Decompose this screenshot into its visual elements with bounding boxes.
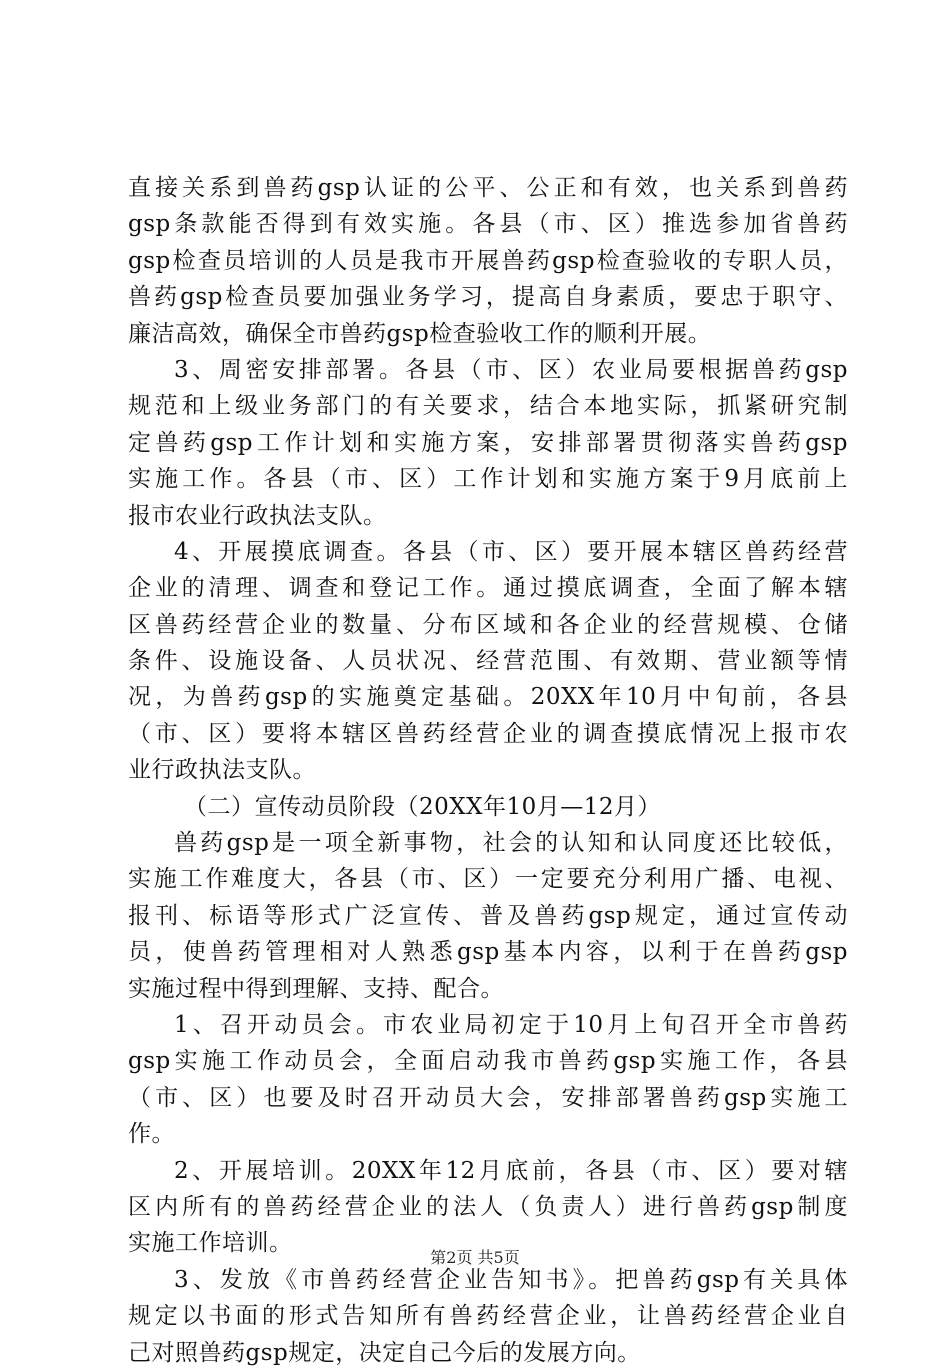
text-line: 兽药gsp检查员要加强业务学习，提高自身素质，要忠于职守、 [128,284,848,311]
document-body [128,170,848,1371]
text-line: 廉洁高效，确保全市兽药gsp检查验收工作的顺利开展。 [128,320,712,347]
section-heading: （二）宣传动员阶段（20XX年10月—12月） [184,793,662,820]
text-line: 3、周密安排部署。各县（市、区）农业局要根据兽药gsp [174,356,848,383]
text-line: gsp检查员培训的人员是我市开展兽药gsp检查验收的专职人员， [128,247,848,274]
text-line: 3、发放《市兽药经营企业告知书》。把兽药gsp有关具体 [174,1266,848,1293]
text-line: 区内所有的兽药经营企业的法人（负责人）进行兽药gsp制度 [128,1193,848,1220]
text-line: 员，使兽药管理相对人熟悉gsp基本内容，以利于在兽药gsp [128,939,848,966]
text-line: 直接关系到兽药gsp认证的公平、公正和有效，也关系到兽药 [128,175,848,201]
text-line: 实施过程中得到理解、支持、配合。 [128,975,504,1002]
text-line: 实施工作培训。 [128,1230,293,1257]
text-line: 规定以书面的形式告知所有兽药经营企业，让兽药经营企业自 [128,1303,848,1330]
text-line: gsp条款能否得到有效实施。各县（市、区）推选参加省兽药 [128,211,848,238]
text-line: 企业的清理、调查和登记工作。通过摸底调查，全面了解本辖 [128,575,848,602]
text-line: 况，为兽药gsp的实施奠定基础。20XX年10月中旬前，各县 [128,684,848,711]
text-line: 实施工作难度大，各县（市、区）一定要充分利用广播、电视、 [128,866,848,893]
text-line: 规范和上级业务部门的有关要求，结合本地实际，抓紧研究制 [128,393,848,420]
text-line: 实施工作。各县（市、区）工作计划和实施方案于9月底前上 [128,466,848,493]
text-line: （市、区）要将本辖区兽药经营企业的调查摸底情况上报市农 [128,720,848,747]
text-line: 报刊、标语等形式广泛宣传、普及兽药gsp规定，通过宣传动 [128,902,848,929]
text-line: 4、开展摸底调查。各县（市、区）要开展本辖区兽药经营 [174,538,848,565]
text-line: 2、开展培训。20XX年12月底前，各县（市、区）要对辖 [174,1157,848,1184]
page-number-footer: 第2页 共5页 [430,1248,520,1267]
text-line: 报市农业行政执法支队。 [128,502,387,529]
text-line: 兽药gsp是一项全新事物，社会的认知和认同度还比较低， [174,830,848,857]
text-line: gsp实施工作动员会，全面启动我市兽药gsp实施工作，各县 [128,1048,848,1075]
text-line: 业行政执法支队。 [128,757,316,784]
text-line: 定兽药gsp工作计划和实施方案，安排部署贯彻落实兽药gsp [128,429,848,456]
text-line: 1、召开动员会。市农业局初定于10月上旬召开全市兽药 [174,1011,848,1038]
text-line: 己对照兽药gsp规定，决定自己今后的发展方向。 [128,1339,641,1366]
text-line: 区兽药经营企业的数量、分布区域和各企业的经营规模、仓储 [128,611,848,638]
text-line: 条件、设施设备、人员状况、经营范围、有效期、营业额等情 [128,648,848,675]
text-line: （市、区）也要及时召开动员大会，安排部署兽药gsp实施工 [128,1084,848,1111]
text-line: 作。 [128,1121,175,1148]
